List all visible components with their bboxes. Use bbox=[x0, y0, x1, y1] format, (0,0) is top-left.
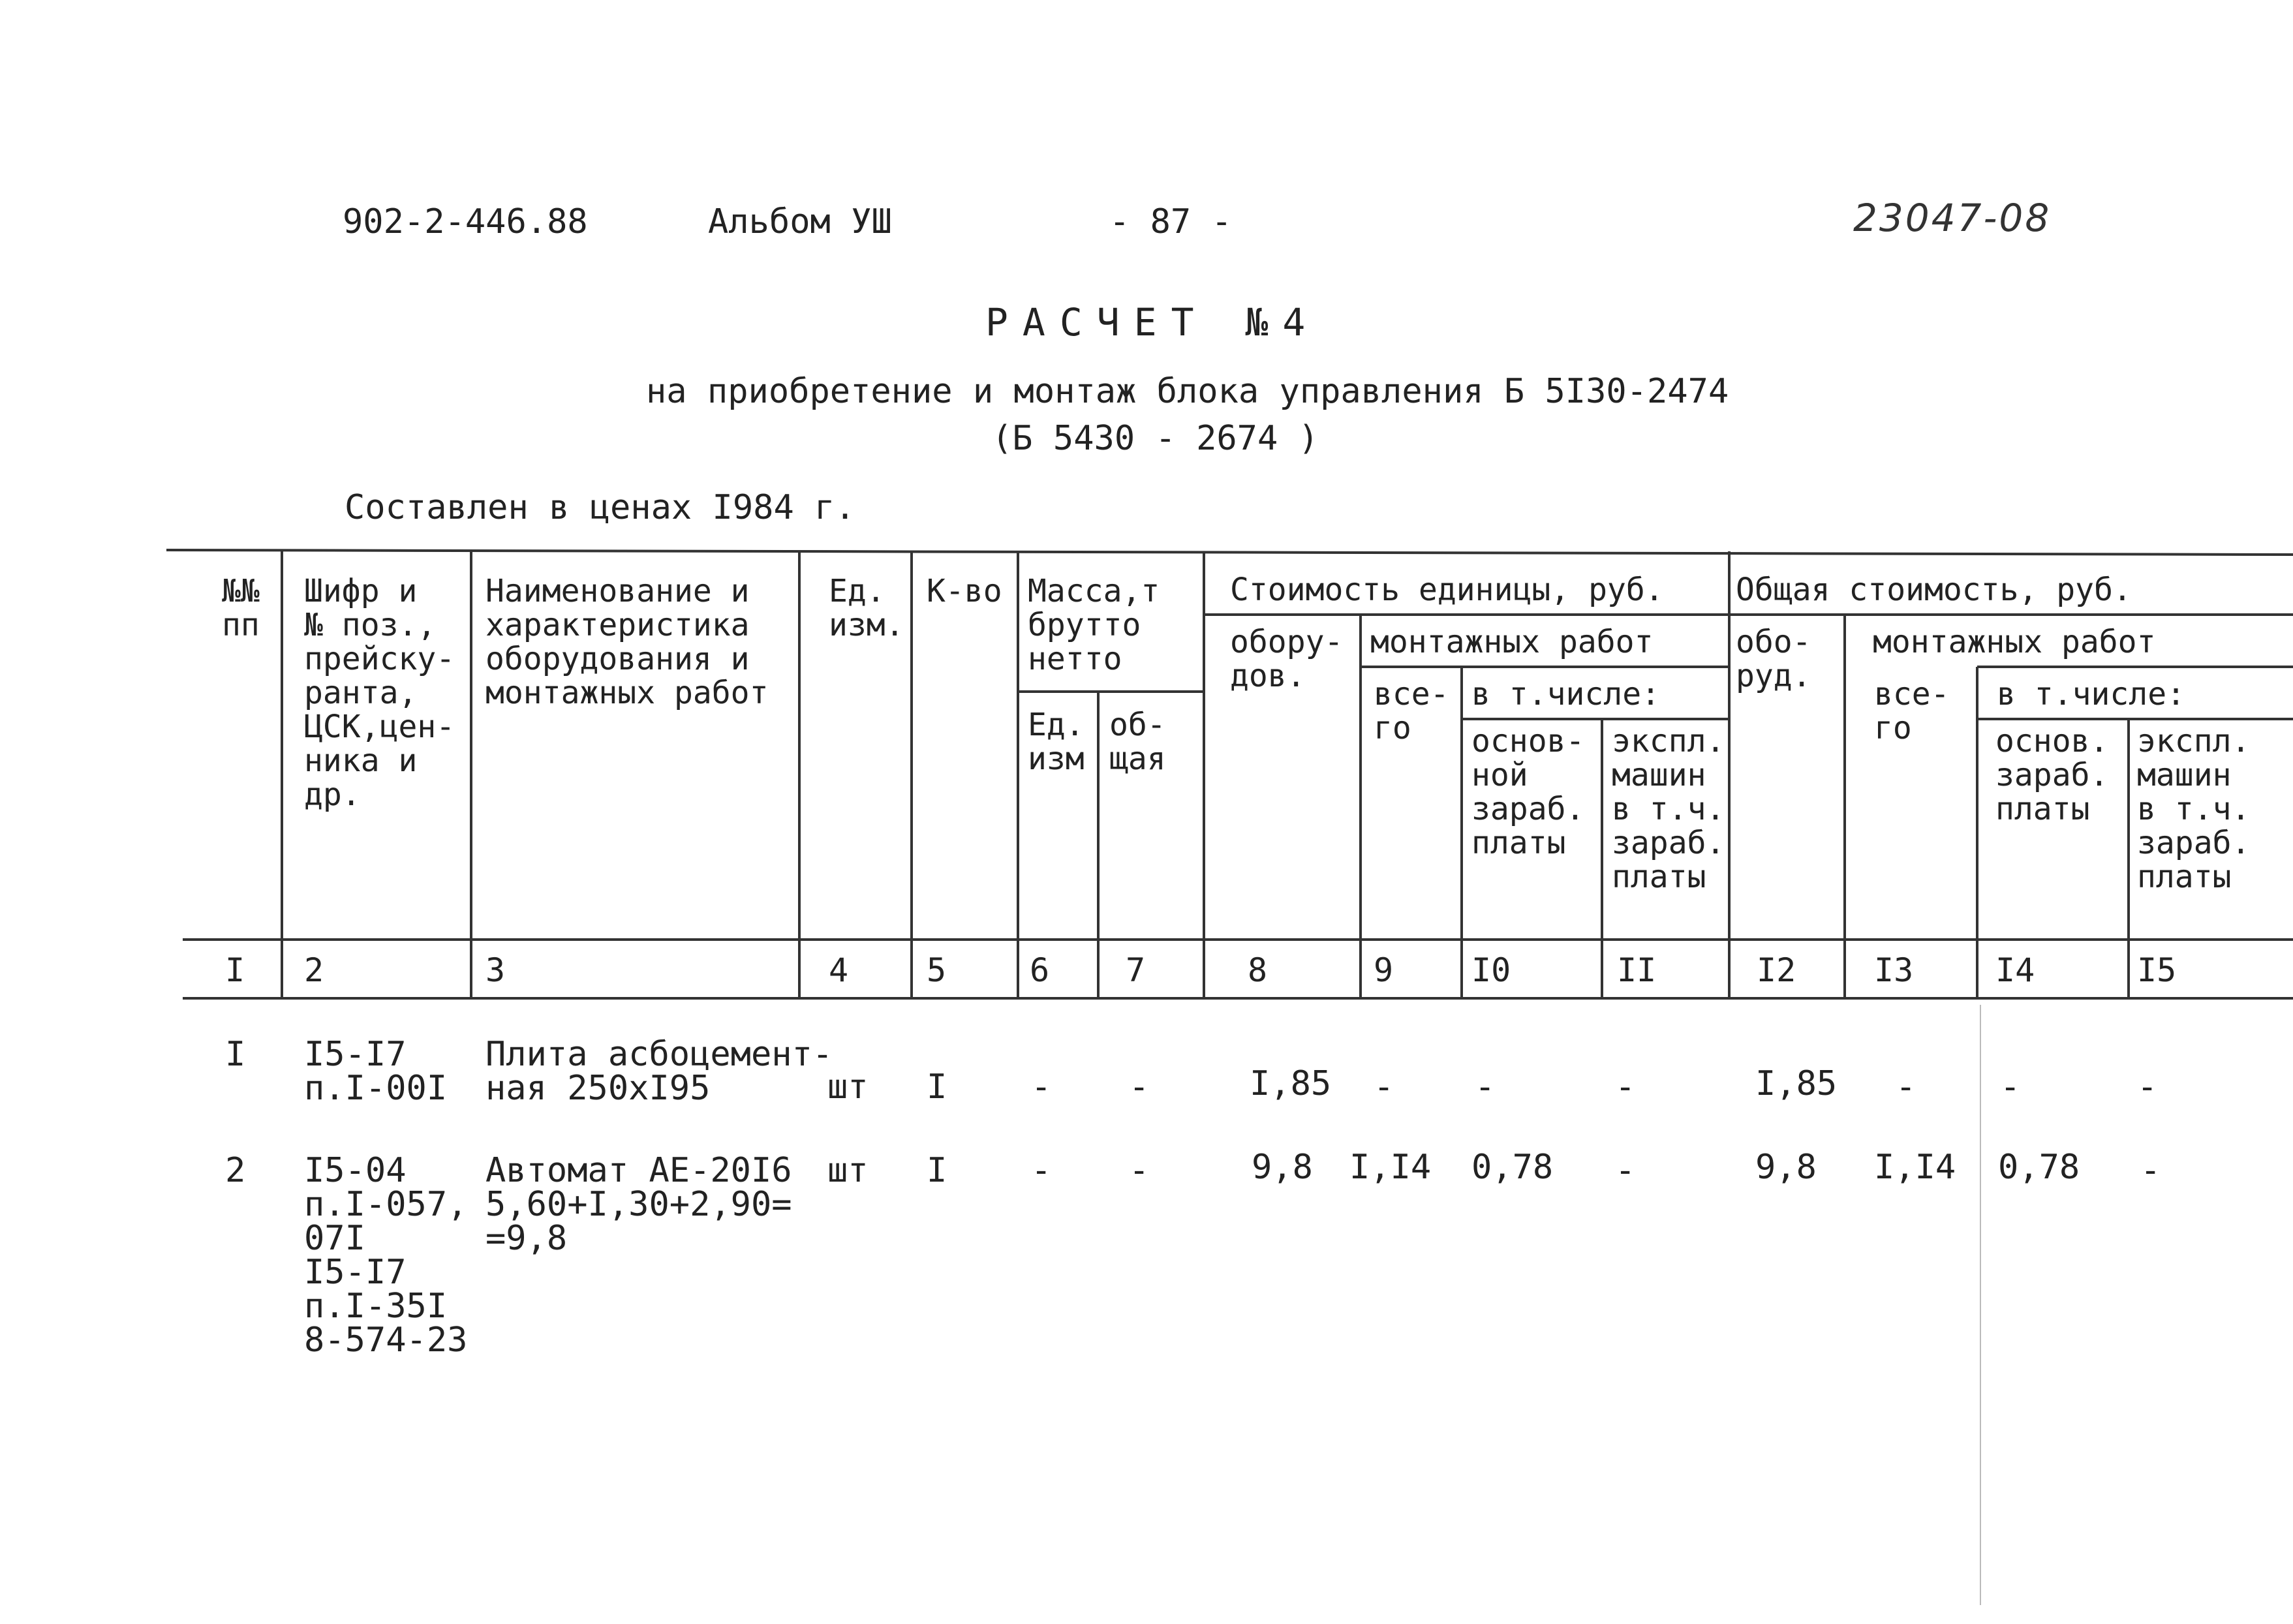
column-number: 8 bbox=[1248, 951, 1268, 989]
row-unit-machines: - bbox=[1615, 1151, 1636, 1190]
row-unit-equipment: I,85 bbox=[1250, 1064, 1332, 1103]
header-total-cost: Общая стоимость, руб. bbox=[1736, 572, 2132, 608]
column-number: I0 bbox=[1471, 951, 1511, 989]
row-number: I bbox=[225, 1035, 246, 1074]
row-unit-mount-total: - bbox=[1374, 1067, 1394, 1107]
header-total-wages: основ. зараб. платы bbox=[1995, 723, 2109, 827]
header-total-machines: экспл. машин в т.ч. зараб. платы bbox=[2137, 723, 2251, 895]
header-total-equipment: обо- руд. bbox=[1736, 624, 1811, 694]
header-total-including: в т.числе: bbox=[1997, 676, 2185, 712]
column-number: 7 bbox=[1126, 951, 1146, 989]
row-total-equipment: I,85 bbox=[1755, 1064, 1838, 1103]
row-unit-machines: - bbox=[1615, 1067, 1636, 1107]
header-unit-mount-total: все- го bbox=[1374, 676, 1449, 746]
row-name: Плита асбоцемент- ная 250хI95 bbox=[485, 1035, 833, 1108]
subtitle-line-1: на приобретение и монтаж блока управления Б 5I30-2474 bbox=[646, 372, 1729, 411]
header-code: Шифр и № поз., прейску- ранта, ЦСК,цен- ника и др. bbox=[304, 573, 455, 813]
header-mass-total: об- щая bbox=[1109, 707, 1166, 777]
handwritten-number: 23047-08 bbox=[1853, 196, 2052, 240]
row-mass-total: - bbox=[1129, 1151, 1150, 1190]
column-number: I4 bbox=[1995, 951, 2035, 989]
column-number: 5 bbox=[927, 951, 947, 989]
row-name: Автомат АЕ-20I6 5,60+I,30+2,90= =9,8 bbox=[485, 1151, 792, 1258]
header-row-number: №№ пп bbox=[222, 573, 260, 643]
header-quantity: К-во bbox=[927, 573, 1002, 609]
row-total-machines: - bbox=[2137, 1067, 2158, 1107]
row-unit: шт bbox=[827, 1151, 869, 1190]
row-mass-unit: - bbox=[1031, 1151, 1052, 1190]
prices-note: Составлен в ценах I984 г. bbox=[345, 488, 855, 527]
document-title: РАСЧЕТ №4 bbox=[985, 300, 1320, 345]
header-mass-unit: Ед. изм bbox=[1028, 707, 1085, 777]
header-unit-cost: Стоимость единицы, руб. bbox=[1230, 572, 1664, 608]
row-total-wages: - bbox=[2000, 1067, 2021, 1107]
header-total-mount-total: все- го bbox=[1874, 676, 1950, 746]
row-unit-equipment: 9,8 bbox=[1252, 1148, 1313, 1187]
header-unit-wages: основ- ной зараб. платы bbox=[1471, 723, 1585, 861]
row-mass-unit: - bbox=[1031, 1067, 1052, 1107]
row-total-mount-total: I,I4 bbox=[1874, 1148, 1956, 1187]
row-unit: шт bbox=[827, 1067, 869, 1107]
column-number: I2 bbox=[1757, 951, 1796, 989]
row-quantity: I bbox=[927, 1067, 947, 1107]
column-number: 4 bbox=[829, 951, 849, 989]
document-code: 902-2-446.88 bbox=[343, 202, 588, 241]
column-number: I3 bbox=[1874, 951, 1914, 989]
header-name: Наименование и характеристика оборудования и монтажных работ bbox=[485, 573, 769, 711]
header-total-mounting: монтажных работ bbox=[1873, 624, 2156, 660]
row-total-mount-total: - bbox=[1896, 1067, 1916, 1107]
page-number: - 87 - bbox=[1109, 202, 1232, 241]
row-unit-wages: - bbox=[1475, 1067, 1496, 1107]
row-unit-mount-total: I,I4 bbox=[1349, 1148, 1432, 1187]
album-label: Альбом УШ bbox=[708, 202, 892, 241]
row-number: 2 bbox=[225, 1151, 246, 1190]
column-number: II bbox=[1617, 951, 1657, 989]
row-quantity: I bbox=[927, 1151, 947, 1190]
row-total-wages: 0,78 bbox=[1998, 1148, 2080, 1187]
row-total-machines: - bbox=[2140, 1151, 2161, 1190]
column-number: 3 bbox=[485, 951, 506, 989]
header-mass: Масса,т брутто нетто bbox=[1028, 573, 1160, 677]
row-code: I5-I7 п.I-00I bbox=[304, 1035, 448, 1108]
column-number: 9 bbox=[1374, 951, 1394, 989]
column-number: I bbox=[225, 951, 245, 989]
row-code: I5-04 п.I-057, 07I I5-I7 п.I-35I 8-574-23 bbox=[304, 1151, 468, 1360]
subtitle-line-2: (Б 5430 - 2674 ) bbox=[992, 419, 1319, 458]
column-number: 6 bbox=[1030, 951, 1050, 989]
column-number: 2 bbox=[304, 951, 324, 989]
column-number: I5 bbox=[2137, 951, 2177, 989]
header-unit-machines: экспл. машин в т.ч. зараб. платы bbox=[1612, 723, 1725, 895]
row-total-equipment: 9,8 bbox=[1755, 1148, 1817, 1187]
header-unit-mounting: монтажных работ bbox=[1370, 624, 1654, 660]
row-unit-wages: 0,78 bbox=[1471, 1148, 1554, 1187]
row-mass-total: - bbox=[1129, 1067, 1150, 1107]
header-unit-equipment: обору- дов. bbox=[1230, 624, 1344, 694]
header-unit: Ед. изм. bbox=[829, 573, 904, 643]
header-unit-including: в т.числе: bbox=[1471, 676, 1660, 712]
